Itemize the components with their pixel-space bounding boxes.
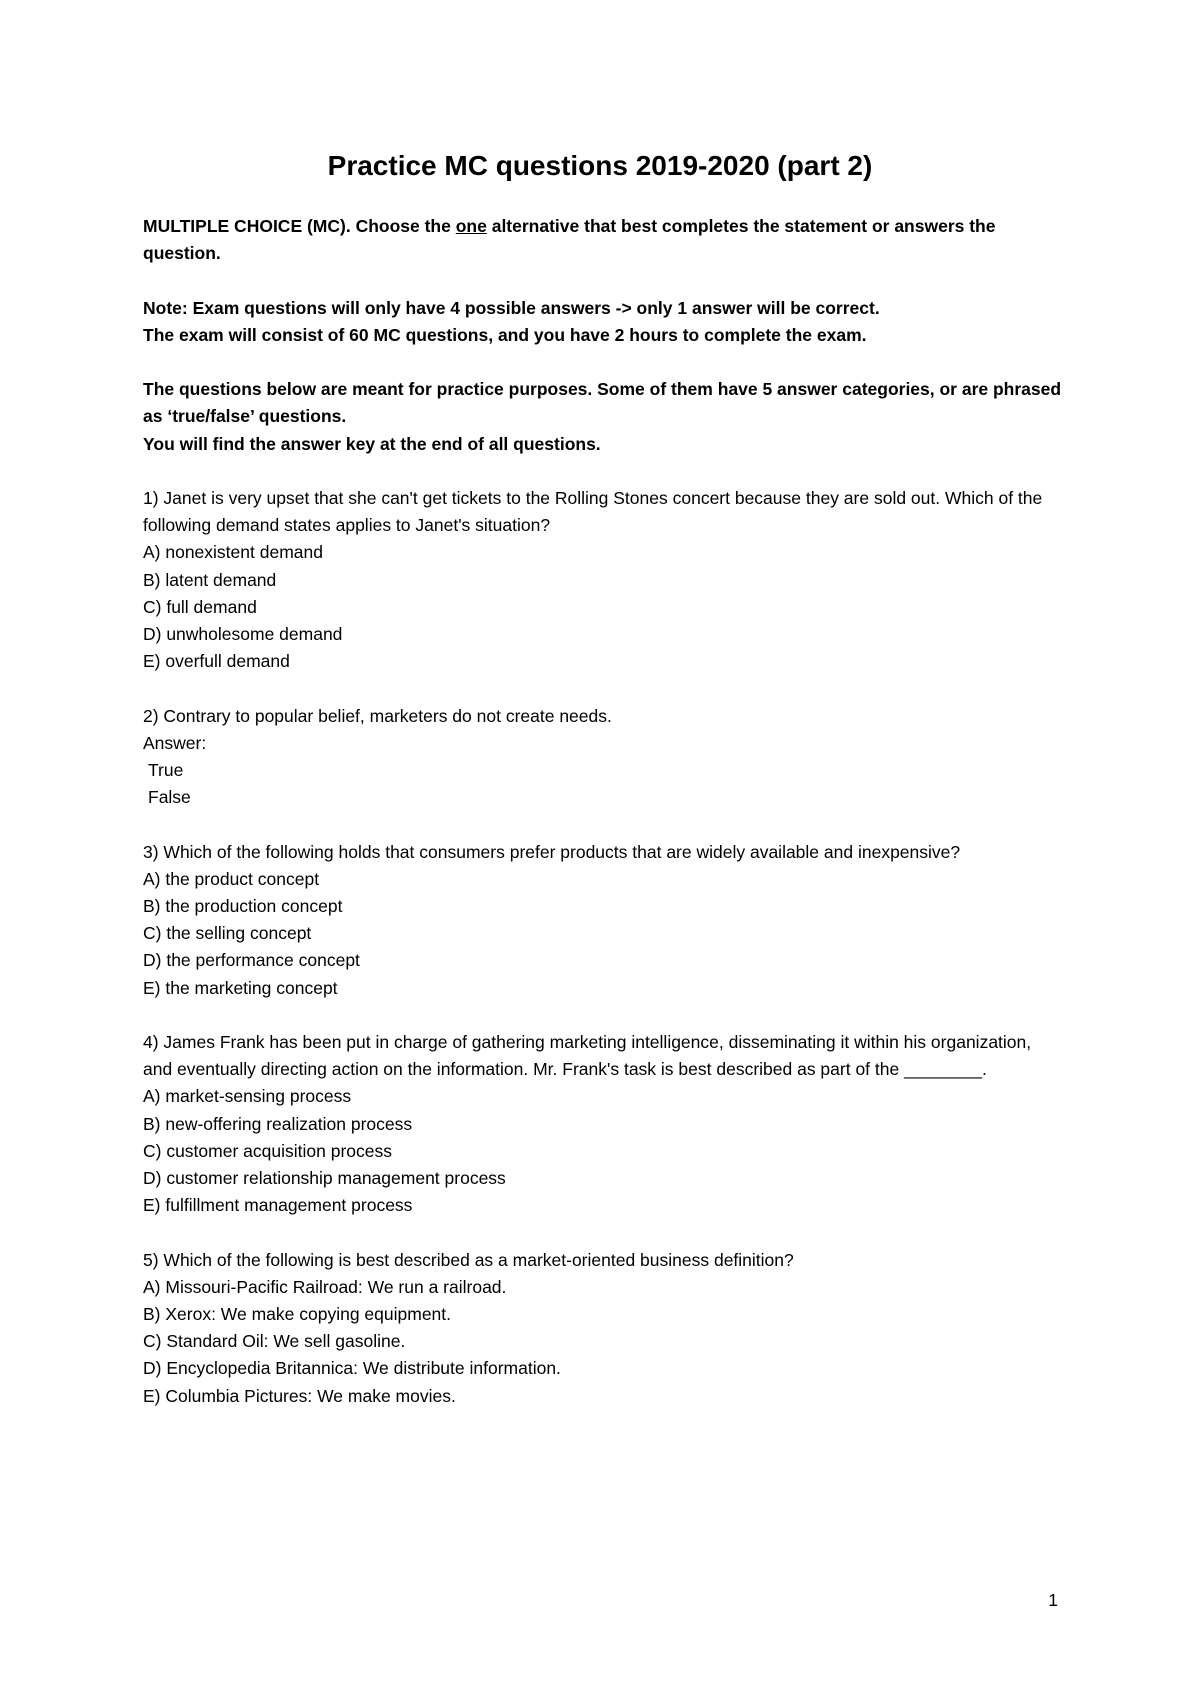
instructions-prefix: MULTIPLE CHOICE (MC). Choose the: [143, 216, 456, 236]
question-text: 2) Contrary to popular belief, marketers do not create needs.: [143, 705, 612, 726]
answer-option: C) customer acquisition process: [143, 1140, 392, 1161]
answer-option: D) customer relationship management process: [143, 1168, 506, 1189]
page-number: 1: [1048, 1590, 1058, 1610]
question-text: 4) James Frank has been put in charge of gathering marketing intelligence, disseminating it within his organization, and eventually directing action on the information. Mr. Frank's task is best described as part of the ________.: [143, 1032, 1032, 1080]
answer-option: E) overfull demand: [143, 651, 290, 672]
answer-option: A) Missouri-Pacific Railroad: We run a railroad.: [143, 1276, 507, 1297]
instructions-suffix: alternative that best completes the statement or answers the question.: [143, 216, 996, 264]
answer-option: E) fulfillment management process: [143, 1195, 413, 1216]
question-2: [143, 703, 1063, 812]
question-text: 1) Janet is very upset that she can't get tickets to the Rolling Stones concert because they are sold out. Which of the following demand states applies to Janet's situation?: [143, 487, 1043, 536]
answer-option: D) Encyclopedia Britannica: We distribute information.: [143, 1358, 561, 1379]
question-text: 3) Which of the following holds that consumers prefer products that are widely available and inexpensive?: [143, 841, 961, 862]
answer-option: B) the production concept: [143, 896, 343, 916]
answer-option: E) the marketing concept: [143, 977, 338, 998]
question-1: [143, 485, 1063, 675]
answer-option: C) Standard Oil: We sell gasoline.: [143, 1331, 406, 1352]
answer-option: A) the product concept: [143, 868, 320, 889]
question-text: 5) Which of the following is best described as a market-oriented business definition?: [143, 1249, 794, 1270]
answer-label: Answer:: [143, 732, 207, 753]
document-body: [143, 213, 1063, 1410]
answer-option: B) latent demand: [143, 569, 277, 590]
answer-option: D) the performance concept: [143, 950, 360, 971]
exam-note: The exam will consist of 60 MC questions, and you have 2 hours to complete the exam.: [143, 324, 867, 345]
exam-note: Note: Exam questions will only have 4 possible answers -> only 1 answer will be correct.: [143, 297, 880, 318]
answer-option: C) the selling concept: [143, 923, 312, 944]
instructions-emphasis: one: [455, 216, 487, 236]
answer-option: B) new-offering realization process: [143, 1113, 413, 1134]
practice-note: You will find the answer key at the end of all questions.: [143, 433, 601, 454]
answer-option: E) Columbia Pictures: We make movies.: [143, 1385, 456, 1406]
answer-option: A) market-sensing process: [143, 1086, 352, 1107]
question-5: [143, 1247, 1063, 1410]
answer-option: C) full demand: [143, 596, 257, 617]
answer-option: B) Xerox: We make copying equipment.: [143, 1304, 452, 1325]
answer-option: True: [148, 760, 184, 780]
practice-note: The questions below are meant for practice purposes. Some of them have 5 answer categories, or are phrased as ‘true/false’ questions.: [143, 379, 1062, 427]
page-title: Practice MC questions 2019-2020 (part 2): [327, 150, 873, 181]
question-3: [143, 839, 1063, 1002]
answer-option: False: [148, 787, 191, 808]
answer-option: A) nonexistent demand: [143, 542, 323, 563]
answer-option: D) unwholesome demand: [143, 624, 343, 644]
question-4: [143, 1029, 1063, 1219]
instructions: [143, 213, 1063, 267]
